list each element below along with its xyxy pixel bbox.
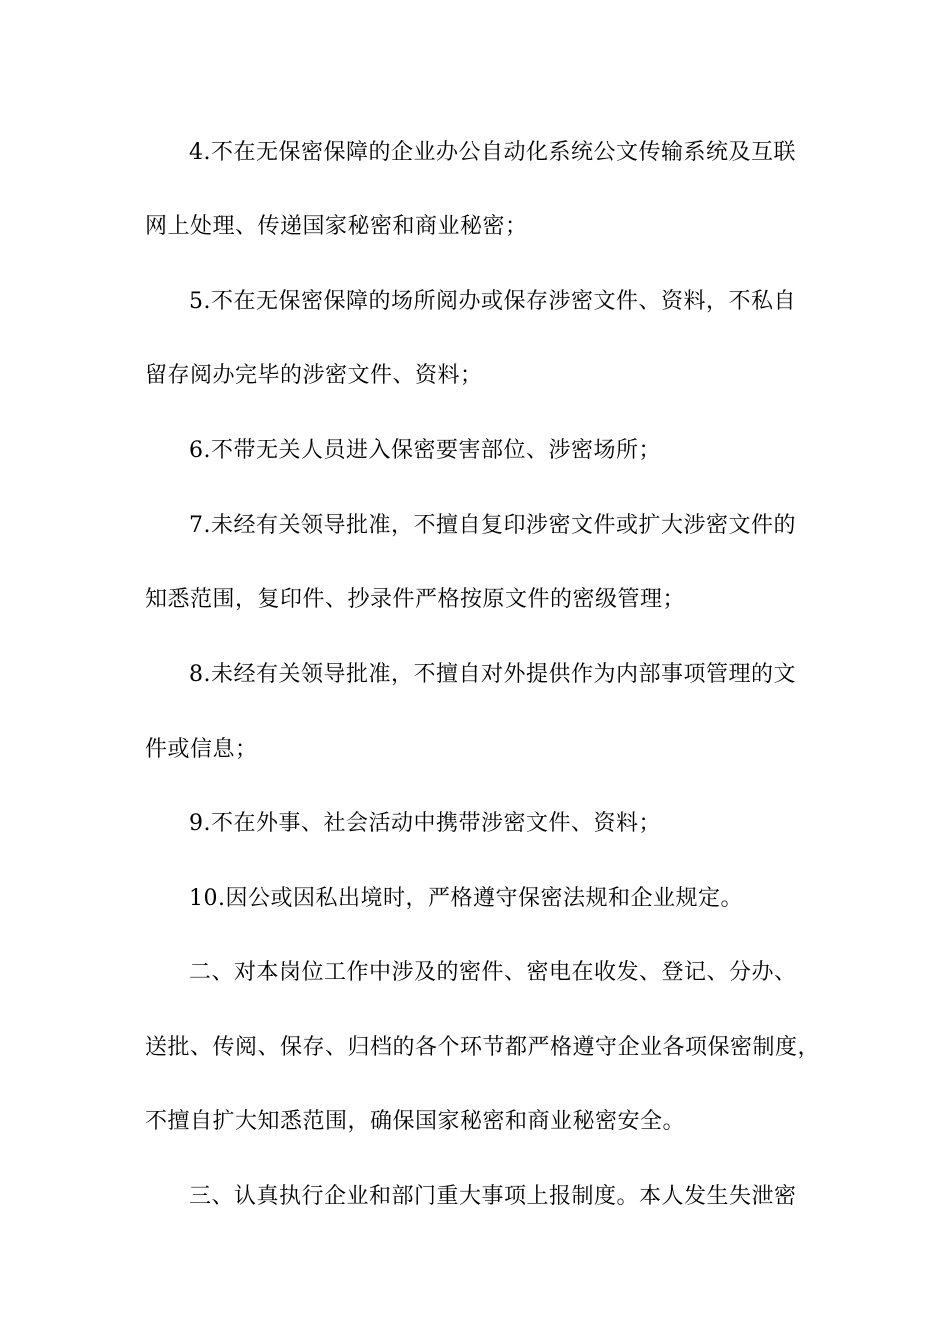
text-line: 7.未经有关领导批准，不擅自复印涉密文件或扩大涉密文件的 <box>189 513 796 538</box>
text-line: 留存阅办完毕的涉密文件、资料； <box>145 363 483 388</box>
text-line: 4.不在无保密保障的企业办公自动化系统公文传输系统及互联 <box>189 140 796 165</box>
text-line: 9.不在外事、社会活动中携带涉密文件、资料； <box>189 811 661 836</box>
text-line: 知悉范围，复印件、抄录件严格按原文件的密级管理； <box>145 587 686 612</box>
text-line: 10.因公或因私出境时，严格遵守保密法规和企业规定。 <box>189 886 743 911</box>
text-line: 6.不带无关人员进入保密要害部位、涉密场所； <box>189 438 661 463</box>
text-line: 送批、传阅、保存、归档的各个环节都严格遵守企业各项保密制度， <box>145 1035 821 1060</box>
text-line: 不擅自扩大知悉范围，确保国家秘密和商业秘密安全。 <box>145 1109 686 1134</box>
text-line: 件或信息； <box>145 737 258 762</box>
text-line: 5.不在无保密保障的场所阅办或保存涉密文件、资料，不私自 <box>189 289 796 314</box>
text-line: 8.未经有关领导批准，不擅自对外提供作为内部事项管理的文 <box>189 662 796 687</box>
text-line: 二、对本岗位工作中涉及的密件、密电在收发、登记、分办、 <box>189 960 797 985</box>
text-line: 三、认真执行企业和部门重大事项上报制度。本人发生失泄密 <box>189 1184 797 1209</box>
text-line: 网上处理、传递国家秘密和商业秘密； <box>145 214 528 239</box>
